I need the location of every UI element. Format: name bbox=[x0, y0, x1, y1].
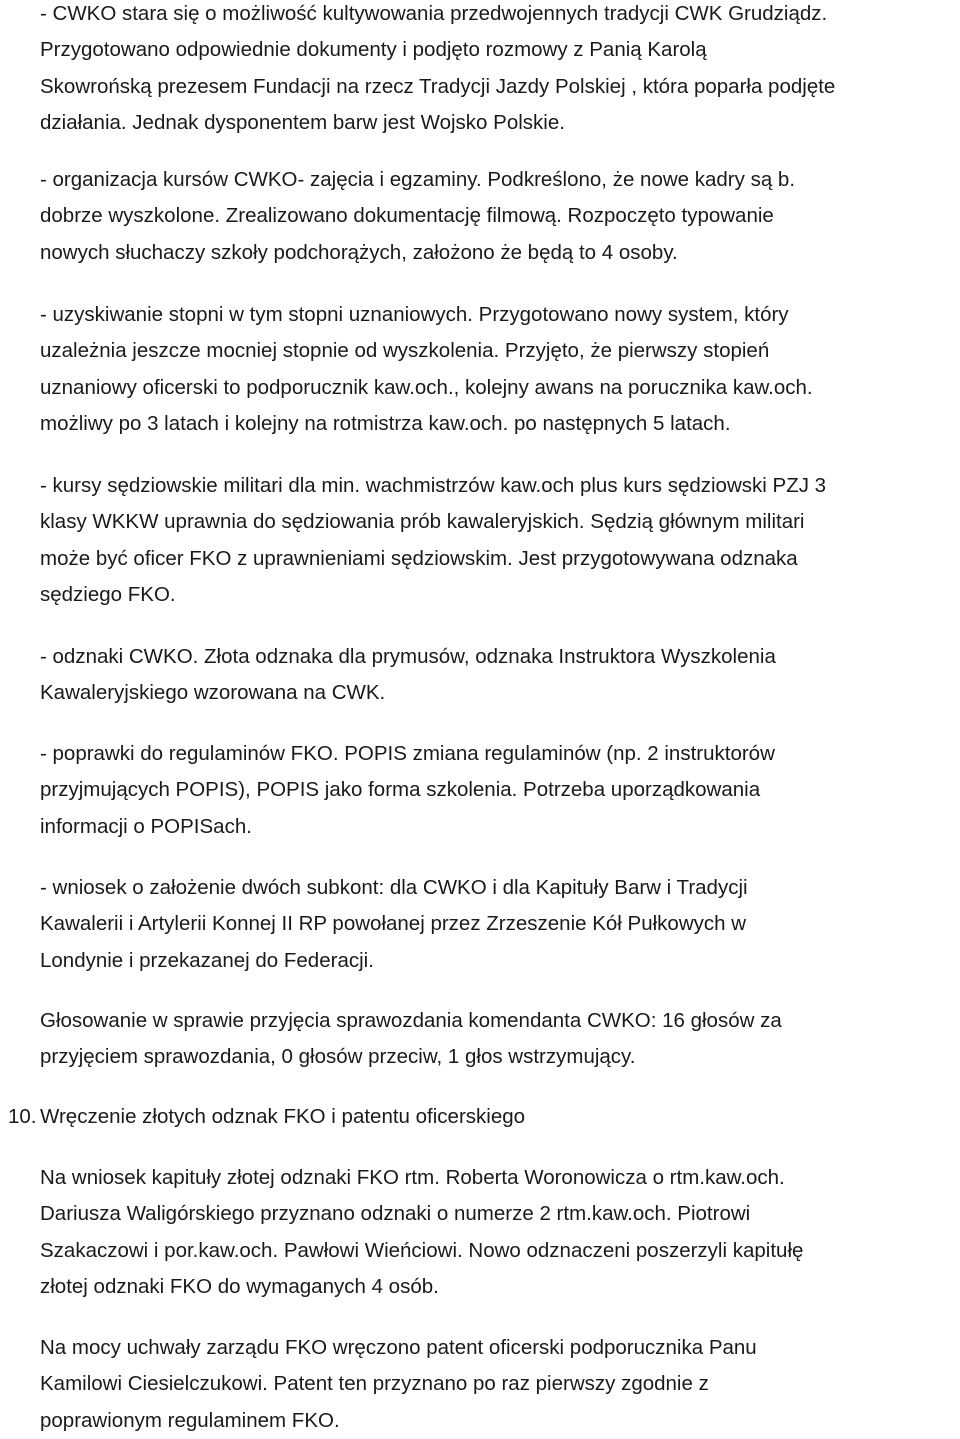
item-heading: Wręczenie złotych odznak FKO i patentu oficerskiego bbox=[40, 1105, 526, 1128]
paragraph-courses bbox=[40, 162, 945, 271]
paragraph-cwko-traditions bbox=[40, 0, 945, 141]
paragraph-ranks bbox=[40, 297, 945, 442]
text-line: klasy WKKW uprawnia do sędziowania prób kawaleryjskich. Sędzią głównym militari bbox=[40, 510, 805, 534]
text-line: - wniosek o założenie dwóch subkont: dla CWKO i dla Kapituły Barw i Tradycji bbox=[40, 876, 748, 899]
text-line: może być oficer FKO z uprawnieniami sędziowskim. Jest przygotowywana odznaka bbox=[40, 546, 798, 570]
text-line: dobrze wyszkolone. Zrealizowano dokumentację filmową. Rozpoczęto typowanie bbox=[40, 204, 774, 228]
text-line: Skowrońską prezesem Fundacji na rzecz Tradycji Jazdy Polskiej , która poparła podjęte bbox=[40, 74, 836, 98]
text-line: Przygotowano odpowiednie dokumenty i podjęto rozmowy z Panią Karolą bbox=[40, 38, 707, 62]
text-line: - uzyskiwanie stopni w tym stopni uznaniowych. Przygotowano nowy system, który bbox=[40, 303, 789, 326]
text-line: Na mocy uchwały zarządu FKO wręczono patent oficerski podporucznika Panu bbox=[40, 1336, 757, 1359]
text-line: nowych słuchaczy szkoły podchorążych, założono że będą to 4 osoby. bbox=[40, 240, 678, 264]
text-line: sędziego FKO. bbox=[40, 582, 176, 606]
text-line: przyjęciem sprawozdania, 0 głosów przeciw, 1 głos wstrzymujący. bbox=[40, 1045, 636, 1069]
text-line: - CWKO stara się o możliwość kultywowania przedwojennych tradycji CWK Grudziądz. bbox=[40, 2, 828, 25]
text-line: Szakaczowi i por.kaw.och. Pawłowi Wieńciowi. Nowo odznaczeni poszerzyli kapitułę bbox=[40, 1238, 804, 1262]
text-line: - odznaki CWKO. Złota odznaka dla prymusów, odznaka Instruktora Wyszkolenia bbox=[40, 645, 776, 668]
text-line: Londynie i przekazanej do Federacji. bbox=[40, 948, 374, 972]
text-line: - kursy sędziowskie militari dla min. wachmistrzów kaw.och plus kurs sędziowski PZJ 3 bbox=[40, 474, 827, 497]
paragraph-gold-badges bbox=[40, 1160, 945, 1305]
text-line: poprawionym regulaminem FKO. bbox=[40, 1408, 340, 1432]
text-line: Głosowanie w sprawie przyjęcia sprawozdania komendanta CWKO: 16 głosów za bbox=[40, 1009, 782, 1032]
text-line: uzależnia jeszcze mocniej stopnie od wyszkolenia. Przyjęto, że pierwszy stopień bbox=[40, 339, 770, 363]
paragraph-regulations bbox=[40, 736, 945, 845]
text-line: informacji o POPISach. bbox=[40, 814, 252, 838]
text-line: Kawalerii i Artylerii Konnej II RP powołanej przez Zrzeszenie Kół Pułkowych w bbox=[40, 912, 747, 936]
text-line: - poprawki do regulaminów FKO. POPIS zmiana regulaminów (np. 2 instruktorów bbox=[40, 742, 775, 765]
text-line: działania. Jednak dysponentem barw jest Wojsko Polskie. bbox=[40, 110, 565, 134]
text-line: Dariusza Waligórskiego przyznano odznaki o numerze 2 rtm.kaw.och. Piotrowi bbox=[40, 1202, 751, 1226]
paragraph-vote bbox=[40, 1003, 945, 1076]
text-line: możliwy po 3 latach i kolejny na rotmistrza kaw.och. po następnych 5 latach. bbox=[40, 411, 731, 435]
text-line: Na wniosek kapituły złotej odznaki FKO rtm. Roberta Woronowicza o rtm.kaw.och. bbox=[40, 1166, 785, 1189]
paragraph-subaccounts bbox=[40, 870, 945, 979]
paragraph-officer-patent bbox=[40, 1330, 945, 1439]
text-line: uznaniowy oficerski to podporucznik kaw.och., kolejny awans na porucznika kaw.och. bbox=[40, 375, 813, 399]
text-line: Kawaleryjskiego wzorowana na CWK. bbox=[40, 681, 386, 705]
text-line: przyjmujących POPIS), POPIS jako forma szkolenia. Potrzeba uporządkowania bbox=[40, 778, 761, 802]
text-line: Kamilowi Ciesielczukowi. Patent ten przyznano po raz pierwszy zgodnie z bbox=[40, 1372, 709, 1396]
text-line: złotej odznaki FKO do wymaganych 4 osób. bbox=[40, 1274, 439, 1298]
text-line: - organizacja kursów CWKO- zajęcia i egzaminy. Podkreślono, że nowe kadry są b. bbox=[40, 168, 796, 191]
paragraph-badges bbox=[40, 639, 945, 712]
paragraph-judge-courses bbox=[40, 468, 945, 613]
item-number: 10. bbox=[8, 1105, 37, 1128]
